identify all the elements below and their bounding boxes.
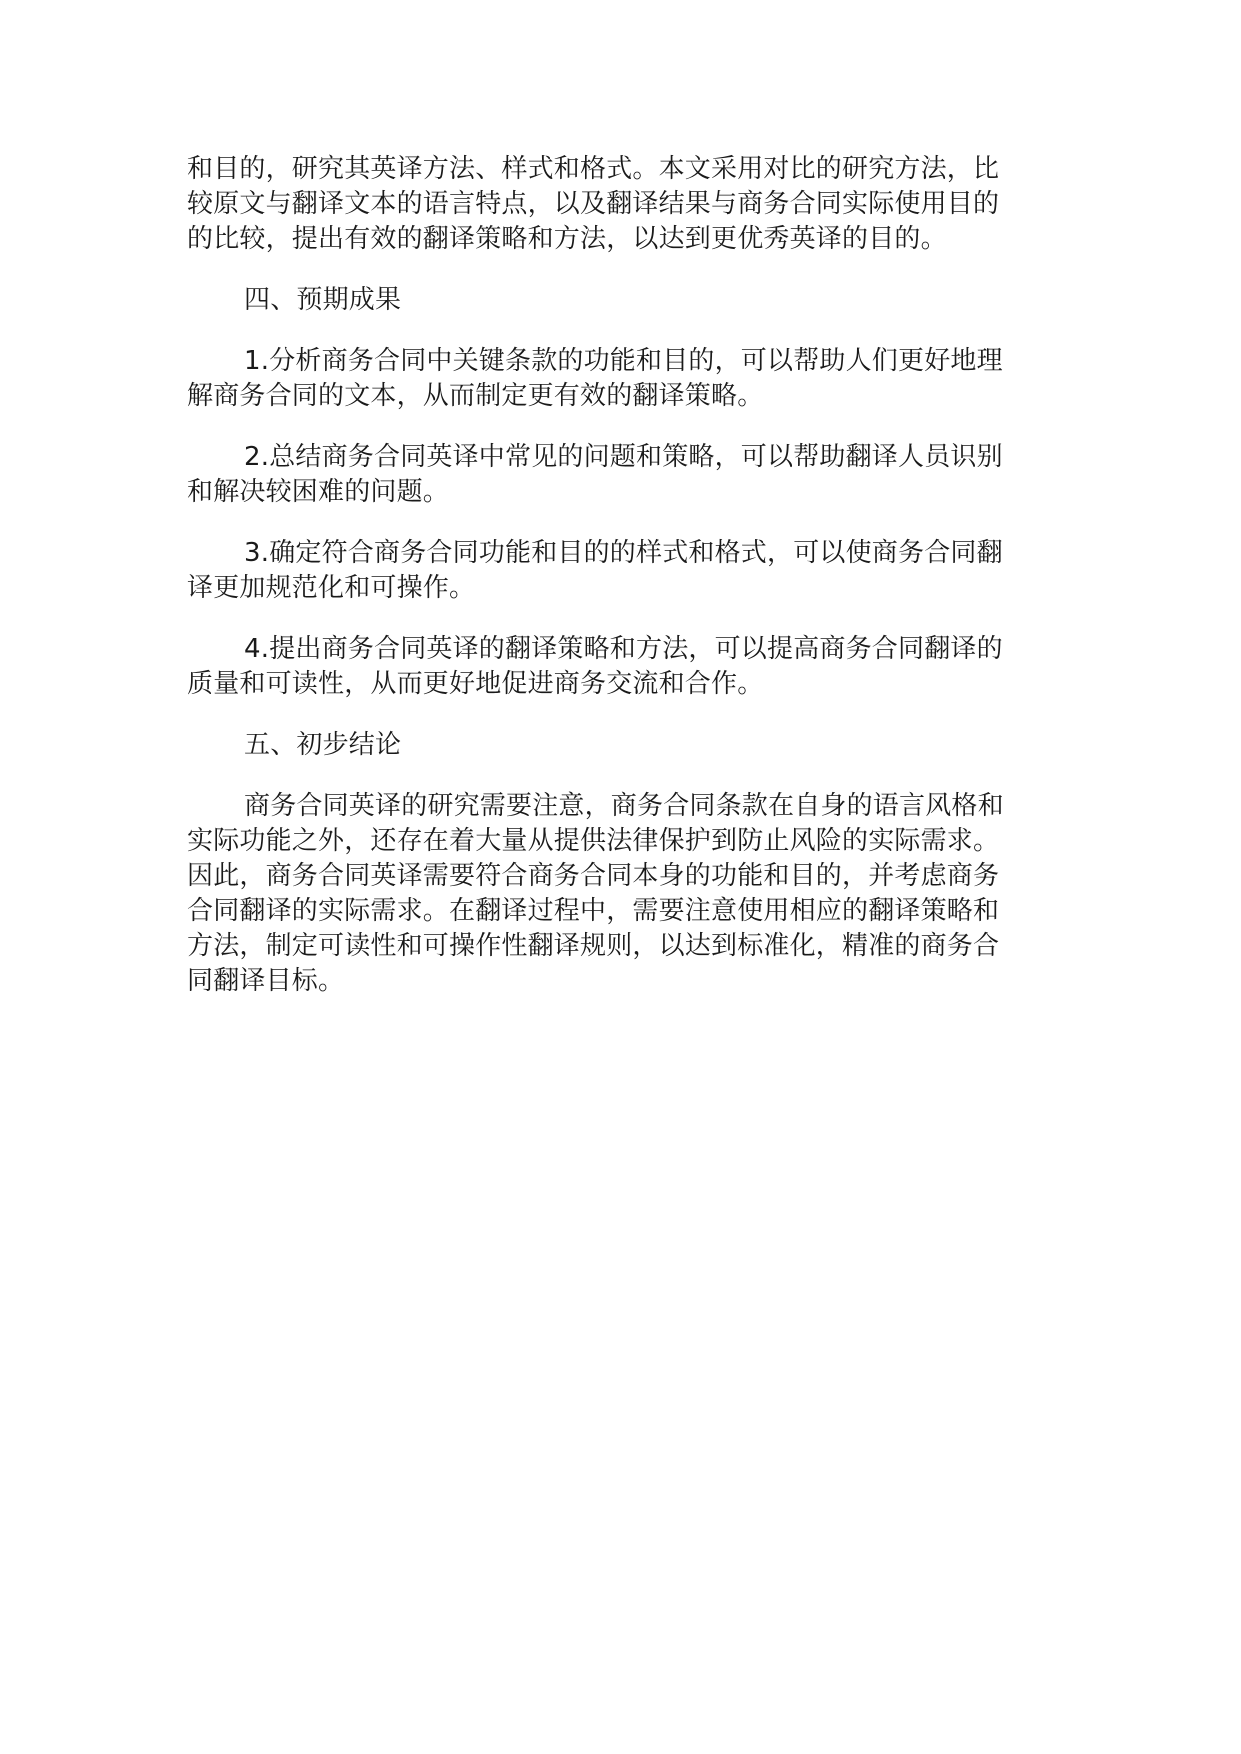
outcome-item-2 (187, 440, 1027, 510)
outcome-item-line: 质量和可读性，从而更好地促进商务交流和合作。 (187, 669, 764, 699)
conclusion-line: 实际功能之外，还存在着大量从提供法律保护到防止风险的实际需求。 (187, 826, 1000, 856)
outcome-item-line: 和解决较困难的问题。 (187, 477, 450, 507)
conclusion-paragraph (187, 789, 1027, 999)
conclusion-line: 方法，制定可读性和可操作性翻译规则，以达到标准化，精准的商务合 (187, 931, 1000, 961)
outcome-item-line: 1.分析商务合同中关键条款的功能和目的，可以帮助人们更好地理 (244, 346, 1003, 376)
section5-heading: 五、初步结论 (244, 730, 402, 760)
document-body (187, 152, 1027, 1025)
outcome-item-line: 4.提出商务合同英译的翻译策略和方法，可以提高商务合同翻译的 (244, 634, 1003, 664)
outcome-item-4 (187, 632, 1027, 702)
conclusion-line: 同翻译目标。 (187, 966, 345, 996)
outcome-item-line: 译更加规范化和可操作。 (187, 573, 476, 603)
intro-line: 和目的，研究其英译方法、样式和格式。本文采用对比的研究方法，比 (187, 154, 1000, 184)
conclusion-line: 合同翻译的实际需求。在翻译过程中，需要注意使用相应的翻译策略和 (187, 896, 1000, 926)
outcome-item-3 (187, 536, 1027, 606)
conclusion-line: 商务合同英译的研究需要注意，商务合同条款在自身的语言风格和 (244, 791, 1004, 821)
outcome-item-line: 3.确定符合商务合同功能和目的的样式和格式，可以使商务合同翻 (244, 538, 1003, 568)
outcome-item-line: 解商务合同的文本，从而制定更有效的翻译策略。 (187, 381, 764, 411)
intro-paragraph (187, 152, 1027, 257)
outcome-item-line: 2.总结商务合同英译中常见的问题和策略，可以帮助翻译人员识别 (244, 442, 1003, 472)
conclusion-line: 因此，商务合同英译需要符合商务合同本身的功能和目的，并考虑商务 (187, 861, 1000, 891)
intro-line: 较原文与翻译文本的语言特点，以及翻译结果与商务合同实际使用目的 (187, 189, 1000, 219)
section4-heading: 四、预期成果 (244, 285, 402, 315)
outcome-item-1 (187, 344, 1027, 414)
intro-line: 的比较，提出有效的翻译策略和方法，以达到更优秀英译的目的。 (187, 224, 947, 254)
